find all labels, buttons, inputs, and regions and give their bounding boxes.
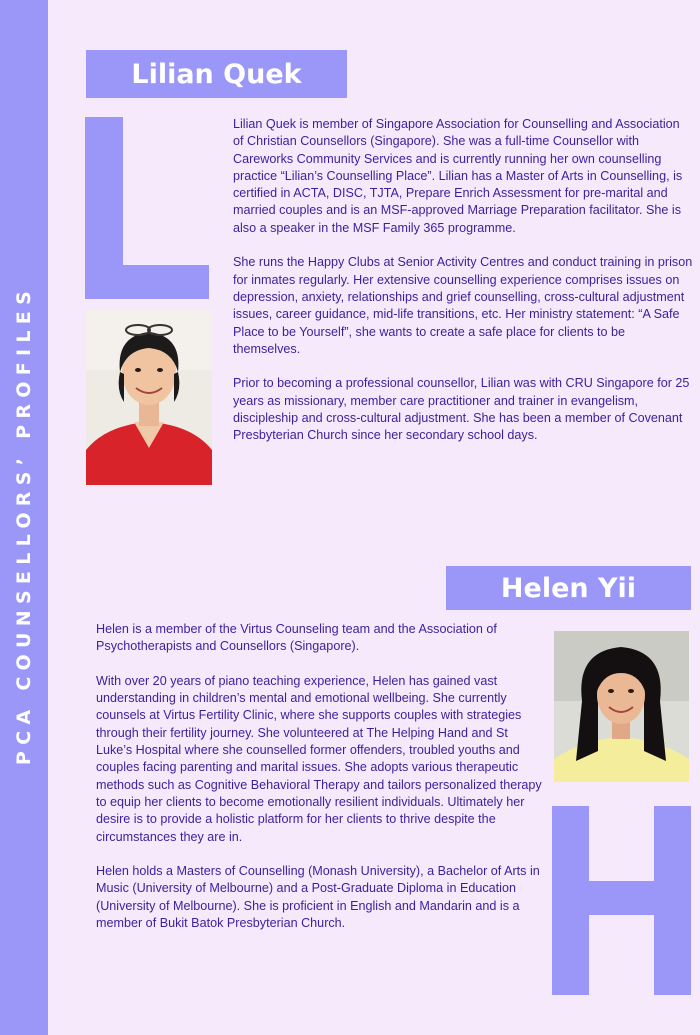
bio-paragraph: Lilian Quek is member of Singapore Association for Counselling and Association of Christian Counsellors (Singapore). She was a full-time Counsellor with Careworks Community Services and is currently running her own counselling practice “Lilian’s Counselling Place”. Lilian has a Master of Arts in Counselling, is certified in ACTA, DISC, TJTA, Prepare Enrich Assessment for pre-marital and married couples and is an MSF-approved Marriage Preparation facilitator. She is also a speaker in the MSF Family 365 programme.	[233, 117, 683, 235]
sidebar	[0, 0, 48, 1035]
bio-lilian	[233, 116, 693, 445]
bio-paragraph: Prior to becoming a professional counsellor, Lilian was with CRU Singapore for 25 years as missionary, member care practitioner and trainer in evangelism, discipleship and cross-cultural adjustment. She has been a member of Covenant Presbyterian Church since her secondary school days.	[233, 376, 690, 443]
portrait-photo-lilian	[86, 310, 212, 485]
bio-paragraph: Helen holds a Masters of Counselling (Monash University), a Bachelor of Arts in Music (University of Melbourne) and a Post-Graduate Diploma in Education (University of Melbourne). She is proficient in English and Mandarin and is a member of Bukit Batok Presbyterian Church.	[96, 864, 540, 931]
sidebar-title: PCA COUNSELLORS’ PROFILES	[13, 284, 35, 766]
portrait-photo-helen	[554, 631, 689, 782]
bio-paragraph: She runs the Happy Clubs at Senior Activity Centres and conduct training in prison for inmates regularly. Her extensive counselling experience comprises issues on depression, anxiety, relationships and grief counselling, cross-cultural adjustment issues, career guidance, mid-life transitions, etc. Her ministry statement: “A Safe Place to be Yourself”, she wants to create a safe place for clients to be themselves.	[233, 255, 693, 356]
bio-helen	[96, 621, 546, 932]
letter-L-icon	[85, 117, 209, 299]
bio-paragraph: With over 20 years of piano teaching experience, Helen has gained vast understanding in children’s mental and emotional wellbeing. She currently counsels at Virtus Fertility Clinic, where she supports couples with strategies through their fertility journey. She volunteered at The Helping Hand and St Luke’s Hospital where she counselled former offenders, troubled youths and couples facing parenting and marital issues. She adopts various therapeutic methods such as Cognitive Behavioral Therapy and tailors personalized therapy to equip her clients to become emotionally resilient individuals. Ultimately her desire is to provide a holistic platform for her clients to thrive despite the circumstances they are in.	[96, 673, 542, 844]
bio-paragraph: Helen is a member of the Virtus Counseling team and the Association of Psychotherapists and Counsellors (Singapore).	[96, 622, 497, 654]
name-banner-helen: Helen Yii	[446, 566, 691, 610]
letter-H-icon	[552, 806, 691, 995]
name-banner-lilian: Lilian Quek	[86, 50, 347, 98]
